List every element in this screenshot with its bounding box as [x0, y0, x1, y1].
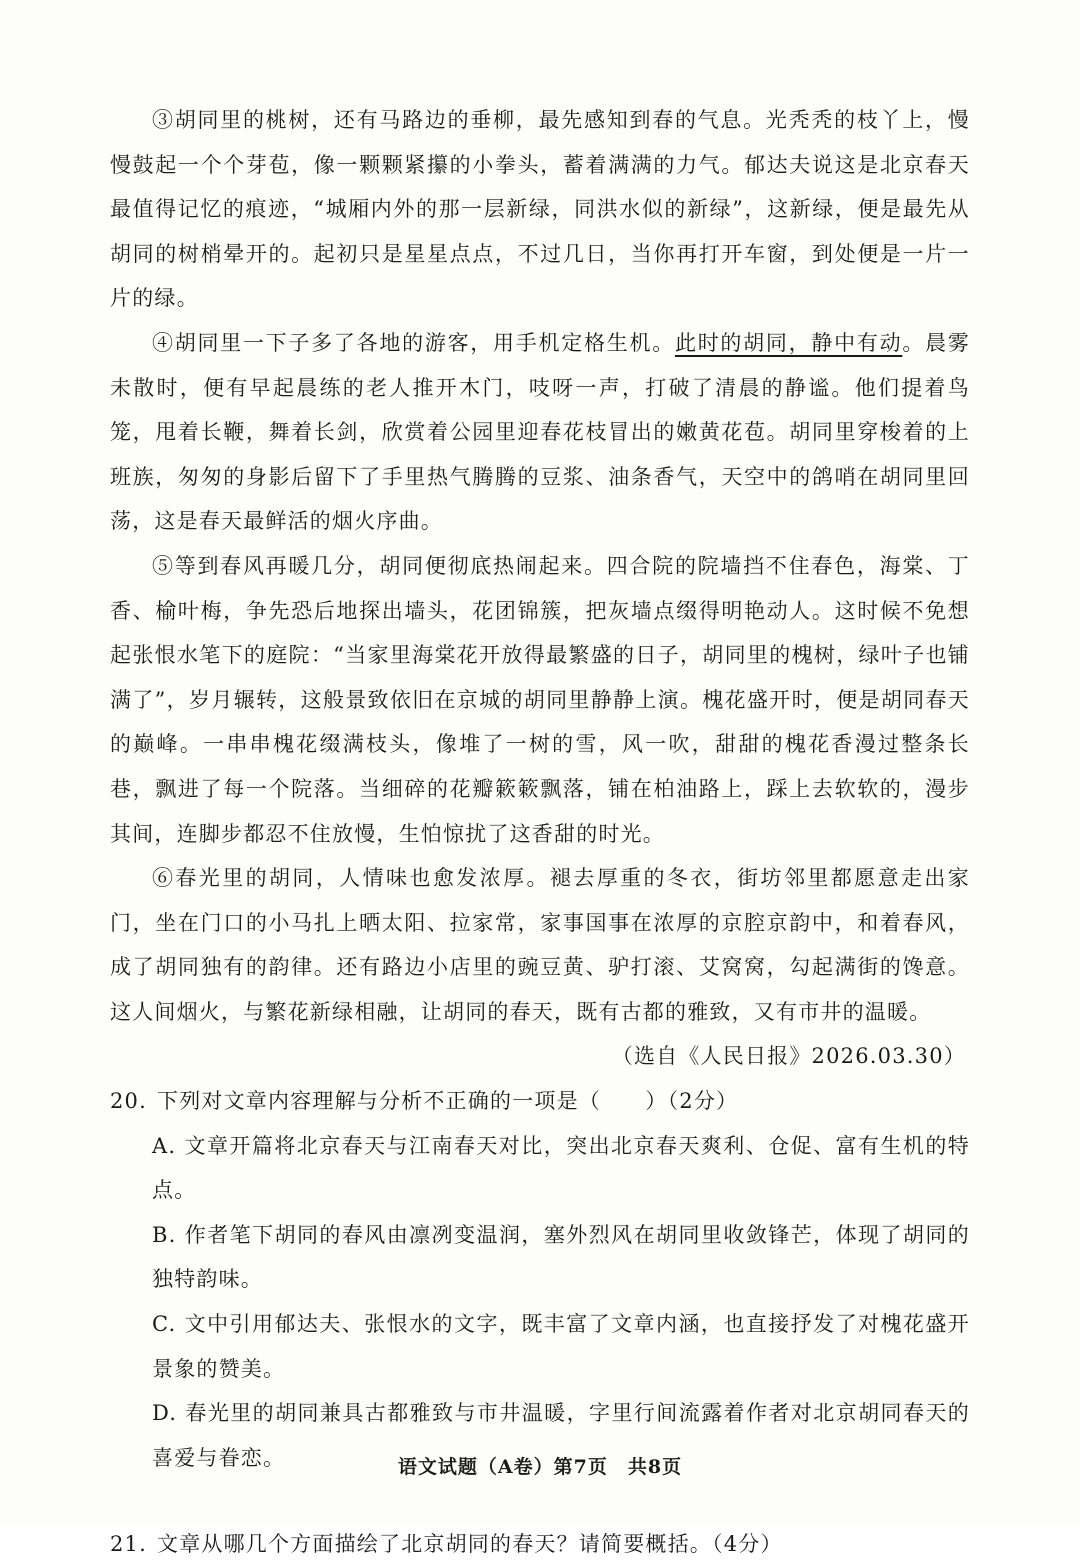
page-content [110, 98, 970, 1567]
paragraph-5: ⑤等到春风再暖几分，胡同便彻底热闹起来。四合院的院墙挡不住春色，海棠、丁香、榆叶梅，争先恐后地探出墙头，花团锦簇，把灰墙点缀得明艳动人。这时候不免想起张恨水笔下的庭院：“当家里海棠花开放得最繁盛的日子，胡同里的槐树，绿叶子也铺满了”，岁月辗转，这般景致依旧在京城的胡同里静静上演。槐花盛开时，便是胡同春天的巅峰。一串串槐花缀满枝头，像堆了一树的雪，风一吹，甜甜的槐花香漫过整条长巷，飘进了每一个院落。当细碎的花瓣簌簌飘落，铺在柏油路上，踩上去软软的，漫步其间，连脚步都忍不住放慢，生怕惊扰了这香甜的时光。 [110, 553, 970, 846]
question-20 [110, 1079, 970, 1124]
underlined-sentence: 此时的胡同，静中有动 [674, 330, 903, 355]
question-20-number: 20. [110, 1089, 147, 1114]
option-d-letter: D. [152, 1401, 178, 1426]
paragraph-4 [110, 321, 970, 544]
option-c [110, 1302, 970, 1391]
article-source: （选自《人民日报》2026.03.30） [611, 1044, 966, 1069]
question-21-stem: 文章从哪几个方面描绘了北京胡同的春天？请简要概括。（4分） [157, 1532, 783, 1557]
question-21-number: 21. [110, 1532, 147, 1557]
paragraph-4-start: ④胡同里一下子多了各地的游客，用手机定格生机。 [152, 330, 675, 355]
option-a-letter: A. [152, 1133, 177, 1158]
paragraph-3: ③胡同里的桃树，还有马路边的垂柳，最先感知到春的气息。光秃秃的枝丫上，慢慢鼓起一个个芽苞，像一颗颗紧攥的小拳头，蓄着满满的力气。郁达夫说这是北京春天最值得记忆的痕迹，“城厢内外的那一层新绿，同洪水似的新绿”，这新绿，便是最先从胡同的树梢晕开的。起初只是星星点点，不过几日，当你再打开车窗，到处便是一片一片的绿。 [110, 108, 970, 311]
option-b [110, 1213, 970, 1302]
paragraph-6: ⑥春光里的胡同，人情味也愈发浓厚。褪去厚重的冬衣，街坊邻里都愿意走出家门，坐在门口的小马扎上晒太阳、拉家常，家事国事在浓厚的京腔京韵中，和着春风，成了胡同独有的韵律。还有路边小店里的豌豆黄、驴打滚、艾窝窝，勾起满街的馋意。这人间烟火，与繁花新绿相融，让胡同的春天，既有古都的雅致，又有市井的温暖。 [110, 866, 970, 1024]
question-20-stem: 下列对文章内容理解与分析不正确的一项是（ ）（2分） [157, 1089, 739, 1114]
question-21 [110, 1522, 970, 1567]
option-c-text: 文中引用郁达夫、张恨水的文字，既丰富了文章内涵，也直接抒发了对槐花盛开景象的赞美。 [152, 1312, 970, 1381]
option-a [110, 1124, 970, 1213]
option-b-text: 作者笔下胡同的春风由凛冽变温润，塞外烈风在胡同里收敛锋芒，体现了胡同的独特韵味。 [152, 1222, 970, 1292]
option-b-letter: B. [152, 1222, 177, 1247]
option-a-text: 文章开篇将北京春天与江南春天对比，突出北京春天爽利、仓促、富有生机的特点。 [152, 1133, 970, 1203]
page-footer: 语文试题（A卷）第7页 共8页 [397, 1456, 683, 1478]
option-d-text: 春光里的胡同兼具古都雅致与市井温暖，字里行间流露着作者对北京胡同春天的喜爱与眷恋。 [152, 1401, 970, 1470]
paragraph-4-rest: 。晨雾未散时，便有早起晨练的老人推开木门，吱呀一声，打破了清晨的静谧。他们提着鸟笼，甩着长鞭，舞着长剑，欣赏着公园里迎春花枝冒出的嫩黄花苞。胡同里穿梭着的上班族，匆匆的身影后留下了手里热气腾腾的豆浆、油条香气，天空中的鸽哨在胡同里回荡，这是春天最鲜活的烟火序曲。 [110, 330, 971, 534]
option-c-letter: C. [152, 1312, 177, 1337]
